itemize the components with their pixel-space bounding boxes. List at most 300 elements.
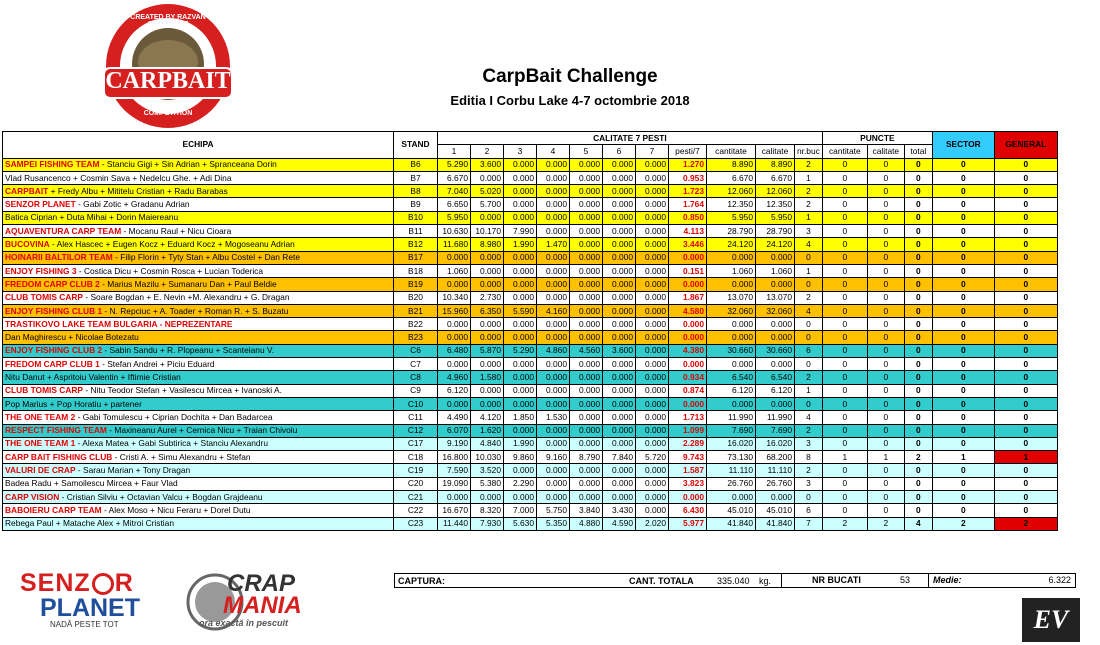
fish-weight-cell: 0.000 bbox=[636, 477, 669, 490]
header-pesti7: pesti/7 bbox=[669, 145, 707, 158]
header-cantitate: cantitate bbox=[707, 145, 756, 158]
general-cell: 0 bbox=[994, 318, 1057, 331]
team-members: - Filip Florin + Tyty Stan + Albu Costel + Dan Rete bbox=[112, 252, 300, 263]
fish-weight-cell: 0.000 bbox=[603, 358, 636, 371]
fish-weight-cell: 0.000 bbox=[570, 264, 603, 277]
fish-weight-cell: 0.000 bbox=[504, 371, 537, 384]
points-total-cell: 0 bbox=[904, 504, 932, 517]
cantitate-cell: 16.020 bbox=[707, 437, 756, 450]
table-row bbox=[3, 477, 1058, 490]
points-cantitate-cell: 0 bbox=[822, 171, 867, 184]
calitate-cell: 13.070 bbox=[756, 291, 795, 304]
team-cell bbox=[3, 344, 394, 357]
sector-cell: 0 bbox=[932, 211, 994, 224]
sector-cell: 0 bbox=[932, 344, 994, 357]
team-cell bbox=[3, 225, 394, 238]
stand-cell: B6 bbox=[394, 158, 438, 171]
general-cell: 0 bbox=[994, 225, 1057, 238]
fish-weight-cell: 0.000 bbox=[537, 397, 570, 410]
fish-weight-cell: 0.000 bbox=[636, 171, 669, 184]
fish-weight-cell: 0.000 bbox=[636, 371, 669, 384]
sector-cell: 0 bbox=[932, 225, 994, 238]
sector-cell: 0 bbox=[932, 198, 994, 211]
team-cell bbox=[3, 264, 394, 277]
fish-weight-cell: 4.590 bbox=[603, 517, 636, 530]
fish-weight-cell: 0.000 bbox=[537, 424, 570, 437]
team-cell bbox=[3, 291, 394, 304]
fish-weight-cell: 8.790 bbox=[570, 451, 603, 464]
nrbuc-cell: 1 bbox=[795, 171, 823, 184]
general-cell: 0 bbox=[994, 437, 1057, 450]
nrbuc-cell: 1 bbox=[795, 384, 823, 397]
points-total-cell: 0 bbox=[904, 384, 932, 397]
pesti7-cell: 0.000 bbox=[669, 491, 707, 504]
fish-weight-cell: 0.000 bbox=[603, 304, 636, 317]
cantitate-cell: 8.890 bbox=[707, 158, 756, 171]
nrbuc-cell: 4 bbox=[795, 304, 823, 317]
team-name: THE ONE TEAM 1 bbox=[5, 438, 76, 449]
general-cell: 0 bbox=[994, 185, 1057, 198]
table-row bbox=[3, 411, 1058, 424]
team-name: CLUB TOMIS CARP bbox=[5, 292, 84, 303]
team-members: - Maxineanu Aurel + Cernica Nicu + Traian Chivoiu bbox=[106, 425, 298, 436]
points-cantitate-cell: 0 bbox=[822, 491, 867, 504]
points-calitate-cell: 0 bbox=[867, 291, 904, 304]
pesti7-cell: 0.000 bbox=[669, 251, 707, 264]
fish-weight-cell: 5.870 bbox=[471, 344, 504, 357]
stand-cell: C11 bbox=[394, 411, 438, 424]
fish-weight-cell: 0.000 bbox=[636, 344, 669, 357]
general-cell: 0 bbox=[994, 251, 1057, 264]
team-name: CARP BAIT FISHING CLUB bbox=[5, 451, 113, 462]
fish-weight-cell: 0.000 bbox=[537, 278, 570, 291]
fish-weight-cell: 0.000 bbox=[504, 251, 537, 264]
team-members: Rebega Paul + Matache Alex + Mitroi Cristian bbox=[5, 518, 174, 529]
fish-weight-cell: 0.000 bbox=[471, 318, 504, 331]
fish-weight-cell: 5.020 bbox=[471, 185, 504, 198]
points-calitate-cell: 0 bbox=[867, 344, 904, 357]
nrbuc-cell: 0 bbox=[795, 491, 823, 504]
cantitate-cell: 26.760 bbox=[707, 477, 756, 490]
stand-cell: B8 bbox=[394, 185, 438, 198]
cantitate-cell: 30.660 bbox=[707, 344, 756, 357]
points-calitate-cell: 0 bbox=[867, 278, 904, 291]
points-total-cell: 0 bbox=[904, 411, 932, 424]
points-calitate-cell: 0 bbox=[867, 491, 904, 504]
sector-cell: 0 bbox=[932, 371, 994, 384]
points-total-cell: 0 bbox=[904, 185, 932, 198]
points-cantitate-cell: 0 bbox=[822, 238, 867, 251]
fish-weight-cell: 5.700 bbox=[471, 198, 504, 211]
fish-weight-cell: 8.320 bbox=[471, 504, 504, 517]
points-cantitate-cell: 0 bbox=[822, 397, 867, 410]
stand-cell: B21 bbox=[394, 304, 438, 317]
general-cell: 0 bbox=[994, 424, 1057, 437]
fish-weight-cell: 10.030 bbox=[471, 451, 504, 464]
cantitate-cell: 32.060 bbox=[707, 304, 756, 317]
header-puncte: PUNCTE bbox=[822, 132, 932, 145]
sector-cell: 0 bbox=[932, 491, 994, 504]
points-cantitate-cell: 0 bbox=[822, 304, 867, 317]
general-cell: 0 bbox=[994, 477, 1057, 490]
general-cell: 0 bbox=[994, 464, 1057, 477]
team-cell bbox=[3, 185, 394, 198]
fish-weight-cell: 0.000 bbox=[636, 424, 669, 437]
general-cell: 0 bbox=[994, 291, 1057, 304]
header-calitate-col: calitate bbox=[756, 145, 795, 158]
fish-weight-cell: 0.000 bbox=[603, 331, 636, 344]
fish-weight-cell: 0.000 bbox=[603, 251, 636, 264]
points-cantitate-cell: 0 bbox=[822, 464, 867, 477]
fish-weight-cell: 0.000 bbox=[636, 185, 669, 198]
header-general: GENERAL bbox=[994, 132, 1057, 159]
table-row bbox=[3, 358, 1058, 371]
fish-weight-cell: 7.990 bbox=[504, 225, 537, 238]
cantitate-cell: 28.790 bbox=[707, 225, 756, 238]
points-calitate-cell: 0 bbox=[867, 318, 904, 331]
fish-weight-cell: 7.840 bbox=[603, 451, 636, 464]
sector-cell: 0 bbox=[932, 278, 994, 291]
summary-bar bbox=[394, 573, 1076, 588]
target-icon bbox=[92, 573, 114, 595]
points-calitate-cell: 0 bbox=[867, 331, 904, 344]
header-col-5: 5 bbox=[570, 145, 603, 158]
general-cell: 0 bbox=[994, 344, 1057, 357]
calitate-cell: 16.020 bbox=[756, 437, 795, 450]
nrbuc-cell: 7 bbox=[795, 517, 823, 530]
fish-weight-cell: 5.290 bbox=[504, 344, 537, 357]
team-name: ENJOY FISHING CLUB 1 bbox=[5, 305, 103, 316]
general-cell: 0 bbox=[994, 158, 1057, 171]
nrbuc-cell: 6 bbox=[795, 344, 823, 357]
fish-weight-cell: 0.000 bbox=[438, 491, 471, 504]
team-members: - Alexa Matea + Gabi Subtirica + Stanciu Alexandru bbox=[75, 438, 268, 449]
pesti7-cell: 0.000 bbox=[669, 318, 707, 331]
points-calitate-cell: 0 bbox=[867, 358, 904, 371]
points-total-cell: 0 bbox=[904, 225, 932, 238]
pesti7-cell: 3.823 bbox=[669, 477, 707, 490]
pesti7-cell: 0.874 bbox=[669, 384, 707, 397]
fish-weight-cell: 0.000 bbox=[570, 437, 603, 450]
fish-weight-cell: 10.340 bbox=[438, 291, 471, 304]
fish-weight-cell: 0.000 bbox=[570, 491, 603, 504]
fish-weight-cell: 0.000 bbox=[471, 397, 504, 410]
sector-cell: 0 bbox=[932, 304, 994, 317]
nrbuc-cell: 0 bbox=[795, 251, 823, 264]
points-cantitate-cell: 0 bbox=[822, 211, 867, 224]
team-members: - Alex Hascec + Eugen Kocz + Eduard Kocz + Mogoseanu Adrian bbox=[49, 239, 295, 250]
fish-weight-cell: 0.000 bbox=[504, 198, 537, 211]
fish-weight-cell: 0.000 bbox=[603, 264, 636, 277]
fish-weight-cell: 0.000 bbox=[438, 318, 471, 331]
fish-weight-cell: 0.000 bbox=[537, 225, 570, 238]
points-total-cell: 2 bbox=[904, 451, 932, 464]
points-calitate-cell: 0 bbox=[867, 211, 904, 224]
team-members: Dan Maghirescu + Nicolae Botezatu bbox=[5, 332, 139, 343]
stand-cell: C17 bbox=[394, 437, 438, 450]
general-cell: 0 bbox=[994, 238, 1057, 251]
fish-weight-cell: 0.000 bbox=[471, 171, 504, 184]
pesti7-cell: 4.380 bbox=[669, 344, 707, 357]
fish-weight-cell: 0.000 bbox=[636, 411, 669, 424]
fish-weight-cell: 0.000 bbox=[471, 384, 504, 397]
pesti7-cell: 4.580 bbox=[669, 304, 707, 317]
pesti7-cell: 0.934 bbox=[669, 371, 707, 384]
points-cantitate-cell: 0 bbox=[822, 264, 867, 277]
nrbuc-cell: 8 bbox=[795, 451, 823, 464]
fish-weight-cell: 6.350 bbox=[471, 304, 504, 317]
points-cantitate-cell: 0 bbox=[822, 371, 867, 384]
cantitate-cell: 13.070 bbox=[707, 291, 756, 304]
fish-weight-cell: 0.000 bbox=[504, 384, 537, 397]
calitate-cell: 0.000 bbox=[756, 397, 795, 410]
team-name: SENZOR PLANET bbox=[5, 199, 76, 210]
fish-weight-cell: 1.620 bbox=[471, 424, 504, 437]
points-cantitate-cell: 0 bbox=[822, 225, 867, 238]
general-cell: 1 bbox=[994, 451, 1057, 464]
points-total-cell: 4 bbox=[904, 517, 932, 530]
nr-bucati-value: 53 bbox=[900, 575, 911, 585]
team-name: CLUB TOMIS CARP bbox=[5, 385, 84, 396]
fish-weight-cell: 0.000 bbox=[537, 198, 570, 211]
points-cantitate-cell: 0 bbox=[822, 358, 867, 371]
points-calitate-cell: 0 bbox=[867, 264, 904, 277]
fish-weight-cell: 0.000 bbox=[603, 171, 636, 184]
fish-weight-cell: 0.000 bbox=[603, 477, 636, 490]
calitate-cell: 45.010 bbox=[756, 504, 795, 517]
table-row bbox=[3, 344, 1058, 357]
fish-weight-cell: 0.000 bbox=[603, 291, 636, 304]
points-total-cell: 0 bbox=[904, 198, 932, 211]
team-members: Batica Ciprian + Duta Mihai + Dorin Maiereanu bbox=[5, 212, 179, 223]
table-row bbox=[3, 504, 1058, 517]
senzor-tagline: NADĂ PESTE TOT bbox=[50, 620, 119, 629]
calitate-cell: 8.890 bbox=[756, 158, 795, 171]
stand-cell: B11 bbox=[394, 225, 438, 238]
table-row bbox=[3, 251, 1058, 264]
fish-weight-cell: 0.000 bbox=[570, 278, 603, 291]
fish-weight-cell: 6.480 bbox=[438, 344, 471, 357]
table-row bbox=[3, 437, 1058, 450]
points-calitate-cell: 0 bbox=[867, 158, 904, 171]
table-row bbox=[3, 384, 1058, 397]
fish-weight-cell: 0.000 bbox=[636, 358, 669, 371]
sector-cell: 0 bbox=[932, 477, 994, 490]
fish-weight-cell: 19.090 bbox=[438, 477, 471, 490]
team-cell bbox=[3, 318, 394, 331]
table-row bbox=[3, 238, 1058, 251]
team-members: - Nitu Teodor Stefan + Vasilescu Mircea + Ivanoski A. bbox=[83, 385, 282, 396]
general-cell: 0 bbox=[994, 411, 1057, 424]
sector-cell: 0 bbox=[932, 291, 994, 304]
cantitate-cell: 6.540 bbox=[707, 371, 756, 384]
team-cell bbox=[3, 517, 394, 530]
cantitate-cell: 12.060 bbox=[707, 185, 756, 198]
fish-weight-cell: 5.590 bbox=[504, 304, 537, 317]
table-row bbox=[3, 198, 1058, 211]
header-col-4: 4 bbox=[537, 145, 570, 158]
fish-weight-cell: 6.650 bbox=[438, 198, 471, 211]
table-row bbox=[3, 211, 1058, 224]
page-subtitle: Editia I Corbu Lake 4-7 octombrie 2018 bbox=[450, 93, 690, 108]
fish-weight-cell: 0.000 bbox=[438, 358, 471, 371]
fish-weight-cell: 5.750 bbox=[537, 504, 570, 517]
stand-cell: C20 bbox=[394, 477, 438, 490]
fish-weight-cell: 1.850 bbox=[504, 411, 537, 424]
fish-weight-cell: 0.000 bbox=[603, 278, 636, 291]
header-echipa: ECHIPA bbox=[3, 132, 394, 159]
points-calitate-cell: 0 bbox=[867, 371, 904, 384]
calitate-cell: 28.790 bbox=[756, 225, 795, 238]
pesti7-cell: 1.867 bbox=[669, 291, 707, 304]
fish-weight-cell: 7.930 bbox=[471, 517, 504, 530]
cant-totala-label: CANT. TOTALA bbox=[629, 575, 694, 586]
team-name: RESPECT FISHING TEAM bbox=[5, 425, 107, 436]
fish-weight-cell: 0.000 bbox=[636, 491, 669, 504]
fish-weight-cell: 0.000 bbox=[537, 291, 570, 304]
nrbuc-cell: 6 bbox=[795, 504, 823, 517]
cantitate-cell: 1.060 bbox=[707, 264, 756, 277]
fish-weight-cell: 0.000 bbox=[537, 371, 570, 384]
points-total-cell: 0 bbox=[904, 238, 932, 251]
fish-weight-cell: 0.000 bbox=[570, 318, 603, 331]
team-members: - Stanciu Gigi + Sin Adrian + Spranceana Dorin bbox=[99, 159, 277, 170]
stand-cell: C12 bbox=[394, 424, 438, 437]
stand-cell: C22 bbox=[394, 504, 438, 517]
fish-weight-cell: 0.000 bbox=[570, 291, 603, 304]
points-calitate-cell: 0 bbox=[867, 397, 904, 410]
fish-weight-cell: 0.000 bbox=[570, 371, 603, 384]
mania-text: MANIA bbox=[223, 592, 302, 619]
fish-weight-cell: 0.000 bbox=[537, 384, 570, 397]
fish-weight-cell: 0.000 bbox=[504, 318, 537, 331]
points-total-cell: 0 bbox=[904, 278, 932, 291]
calitate-cell: 41.840 bbox=[756, 517, 795, 530]
cantitate-cell: 0.000 bbox=[707, 358, 756, 371]
sector-cell: 0 bbox=[932, 411, 994, 424]
fish-weight-cell: 11.440 bbox=[438, 517, 471, 530]
header-p-calitate: calitate bbox=[867, 145, 904, 158]
points-cantitate-cell: 0 bbox=[822, 278, 867, 291]
team-name: THE ONE TEAM 2 bbox=[5, 411, 76, 422]
points-calitate-cell: 2 bbox=[867, 517, 904, 530]
points-cantitate-cell: 0 bbox=[822, 331, 867, 344]
fish-weight-cell: 0.000 bbox=[636, 384, 669, 397]
points-total-cell: 0 bbox=[904, 344, 932, 357]
team-members: - Marius Mazilu + Sumanaru Dan + Paul Beldie bbox=[99, 278, 277, 289]
cantitate-cell: 6.120 bbox=[707, 384, 756, 397]
fish-weight-cell: 0.000 bbox=[636, 211, 669, 224]
fish-weight-cell: 0.000 bbox=[570, 397, 603, 410]
fish-weight-cell: 16.670 bbox=[438, 504, 471, 517]
crapmania-logo bbox=[185, 570, 335, 640]
points-total-cell: 0 bbox=[904, 251, 932, 264]
pesti7-cell: 0.953 bbox=[669, 171, 707, 184]
fish-weight-cell: 5.950 bbox=[438, 211, 471, 224]
fish-weight-cell: 0.000 bbox=[537, 171, 570, 184]
cant-totala-value: 335.040 bbox=[717, 575, 750, 586]
fish-weight-cell: 4.880 bbox=[570, 517, 603, 530]
fish-weight-cell: 0.000 bbox=[504, 331, 537, 344]
nrbuc-cell: 2 bbox=[795, 424, 823, 437]
points-calitate-cell: 0 bbox=[867, 185, 904, 198]
general-cell: 0 bbox=[994, 211, 1057, 224]
cantitate-cell: 24.120 bbox=[707, 238, 756, 251]
fish-weight-cell: 3.520 bbox=[471, 464, 504, 477]
sector-cell: 0 bbox=[932, 384, 994, 397]
header-total: total bbox=[904, 145, 932, 158]
fish-weight-cell: 0.000 bbox=[438, 397, 471, 410]
calitate-cell: 12.060 bbox=[756, 185, 795, 198]
stand-cell: B7 bbox=[394, 171, 438, 184]
fish-weight-cell: 0.000 bbox=[537, 318, 570, 331]
fish-weight-cell: 1.530 bbox=[537, 411, 570, 424]
fish-weight-cell: 5.290 bbox=[438, 158, 471, 171]
nrbuc-cell: 1 bbox=[795, 211, 823, 224]
points-calitate-cell: 0 bbox=[867, 464, 904, 477]
pesti7-cell: 1.270 bbox=[669, 158, 707, 171]
fish-weight-cell: 0.000 bbox=[570, 171, 603, 184]
calitate-cell: 12.350 bbox=[756, 198, 795, 211]
calitate-cell: 7.690 bbox=[756, 424, 795, 437]
points-cantitate-cell: 0 bbox=[822, 477, 867, 490]
points-cantitate-cell: 2 bbox=[822, 517, 867, 530]
sector-cell: 0 bbox=[932, 397, 994, 410]
header-col-7: 7 bbox=[636, 145, 669, 158]
pesti7-cell: 0.850 bbox=[669, 211, 707, 224]
cantitate-cell: 11.990 bbox=[707, 411, 756, 424]
header-stand: STAND bbox=[394, 132, 438, 159]
sector-cell: 1 bbox=[932, 451, 994, 464]
cantitate-cell: 5.950 bbox=[707, 211, 756, 224]
points-calitate-cell: 0 bbox=[867, 198, 904, 211]
fish-weight-cell: 0.000 bbox=[438, 278, 471, 291]
team-name: CARP VISION bbox=[5, 491, 60, 502]
general-cell: 0 bbox=[994, 264, 1057, 277]
table-row bbox=[3, 318, 1058, 331]
team-cell bbox=[3, 451, 394, 464]
team-name: CARPBAIT bbox=[5, 185, 49, 196]
team-name: FREDOM CARP CLUB 1 bbox=[5, 358, 100, 369]
team-cell bbox=[3, 424, 394, 437]
team-members: Nitu Danut + Aspritoiu Valentin + Iftimie Cristian bbox=[5, 371, 181, 382]
team-cell bbox=[3, 304, 394, 317]
fish-weight-cell: 7.000 bbox=[504, 504, 537, 517]
team-members: + Fredy Albu + Mititelu Cristian + Radu Barabas bbox=[48, 185, 228, 196]
fish-weight-cell: 4.840 bbox=[471, 437, 504, 450]
cantitate-cell: 0.000 bbox=[707, 491, 756, 504]
nrbuc-cell: 0 bbox=[795, 331, 823, 344]
team-members: - Cristi A. + Simu Alexandru + Stefan bbox=[112, 451, 251, 462]
points-calitate-cell: 0 bbox=[867, 411, 904, 424]
pesti7-cell: 1.713 bbox=[669, 411, 707, 424]
general-cell: 0 bbox=[994, 371, 1057, 384]
captura-label: CAPTURA: bbox=[398, 575, 445, 586]
sector-cell: 0 bbox=[932, 424, 994, 437]
points-cantitate-cell: 0 bbox=[822, 291, 867, 304]
points-cantitate-cell: 0 bbox=[822, 185, 867, 198]
general-cell: 0 bbox=[994, 504, 1057, 517]
fish-weight-cell: 0.000 bbox=[603, 464, 636, 477]
fish-weight-cell: 0.000 bbox=[438, 331, 471, 344]
fish-weight-cell: 0.000 bbox=[471, 278, 504, 291]
senzor-text: SENZ bbox=[20, 569, 91, 597]
fish-weight-cell: 0.000 bbox=[636, 397, 669, 410]
points-cantitate-cell: 0 bbox=[822, 411, 867, 424]
points-total-cell: 0 bbox=[904, 264, 932, 277]
medie-label: Medie: bbox=[933, 575, 962, 585]
points-calitate-cell: 0 bbox=[867, 304, 904, 317]
